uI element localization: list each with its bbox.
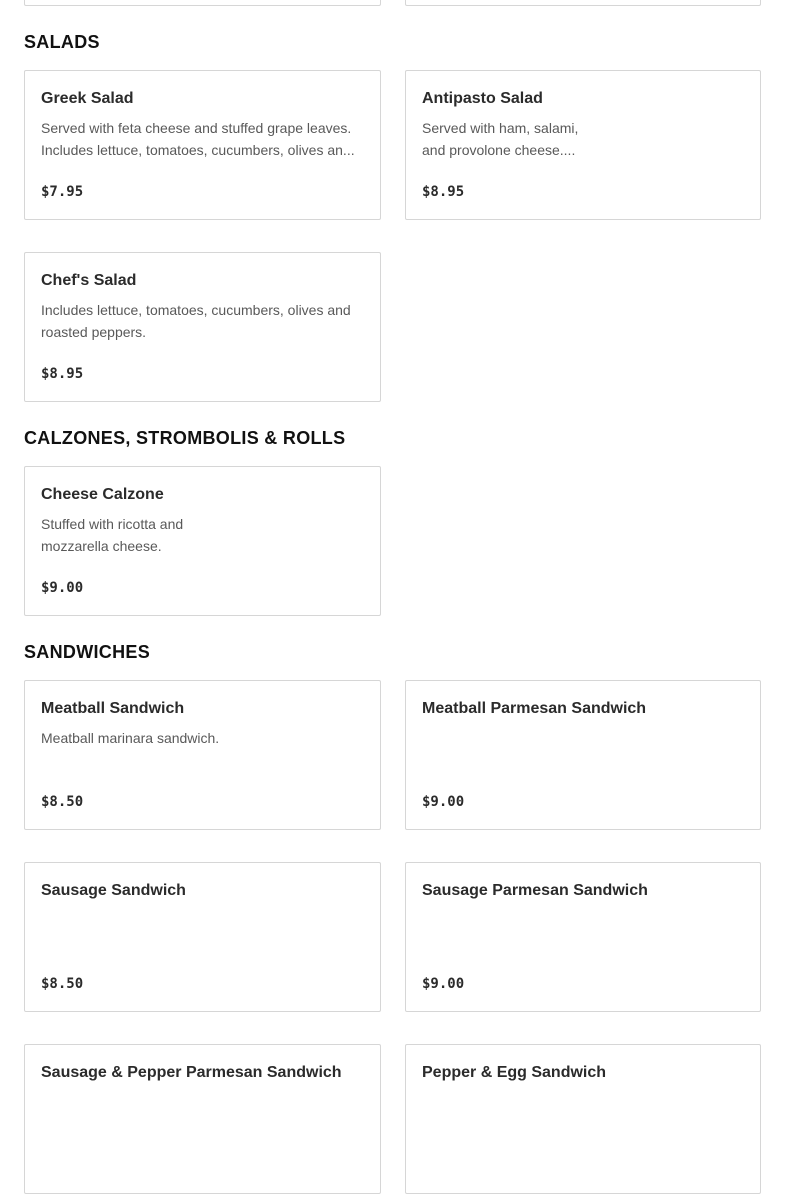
- menu-item-card[interactable]: [24, 680, 381, 830]
- menu-item-name: Meatball Sandwich: [41, 700, 185, 717]
- menu-item-name: Sausage & Pepper Parmesan Sandwich: [41, 1064, 342, 1081]
- section-title-salads: SALADS: [24, 32, 100, 52]
- menu-item-description: Served with feta cheese and stuffed grape leaves. Includes lettuce, tomatoes, cucumbers, olives an...: [41, 120, 355, 158]
- menu-item-price: $9.00: [422, 976, 465, 992]
- menu-item-description: Includes lettuce, tomatoes, cucumbers, olives and roasted peppers.: [41, 302, 351, 340]
- menu-item-description: Served with ham, salami, and provolone cheese....: [422, 120, 579, 158]
- menu-item-price: $8.50: [41, 794, 84, 810]
- menu-item-card[interactable]: [405, 1044, 761, 1194]
- menu-item-description: Meatball marinara sandwich.: [41, 730, 220, 746]
- menu-item-name: Pepper & Egg Sandwich: [422, 1064, 607, 1081]
- menu-item-price: $9.00: [41, 580, 84, 596]
- menu-item-price: $9.00: [422, 794, 465, 810]
- menu-item-price: $8.50: [41, 976, 84, 992]
- menu-item-name: Meatball Parmesan Sandwich: [422, 700, 647, 717]
- menu-item-card[interactable]: [24, 466, 381, 616]
- menu-item-card[interactable]: [24, 1044, 381, 1194]
- menu-item-name: Antipasto Salad: [422, 90, 543, 107]
- menu-item-price: $7.95: [41, 184, 84, 200]
- menu-item-name: Greek Salad: [41, 90, 134, 107]
- menu-item-card[interactable]: [24, 862, 381, 1012]
- menu-item-description: Stuffed with ricotta and mozzarella cheese.: [41, 516, 184, 554]
- menu-item-price: $8.95: [41, 366, 84, 382]
- menu-item-card[interactable]: [405, 862, 761, 1012]
- menu-item-card[interactable]: [405, 680, 761, 830]
- section-title-calzones: CALZONES, STROMBOLIS & ROLLS: [24, 428, 346, 448]
- menu-item-card[interactable]: [24, 70, 381, 220]
- menu-item-name: Sausage Parmesan Sandwich: [422, 882, 648, 899]
- menu-item-card[interactable]: [24, 252, 381, 402]
- menu-item-price: $8.95: [422, 184, 465, 200]
- menu-item-card[interactable]: [405, 70, 761, 220]
- menu-item-card-partial[interactable]: [24, 0, 381, 6]
- menu-item-card-partial[interactable]: [405, 0, 761, 6]
- menu-item-name: Chef's Salad: [41, 272, 137, 289]
- menu-item-name: Sausage Sandwich: [41, 882, 186, 899]
- menu-item-name: Cheese Calzone: [41, 486, 164, 503]
- section-title-sandwiches: SANDWICHES: [24, 642, 151, 662]
